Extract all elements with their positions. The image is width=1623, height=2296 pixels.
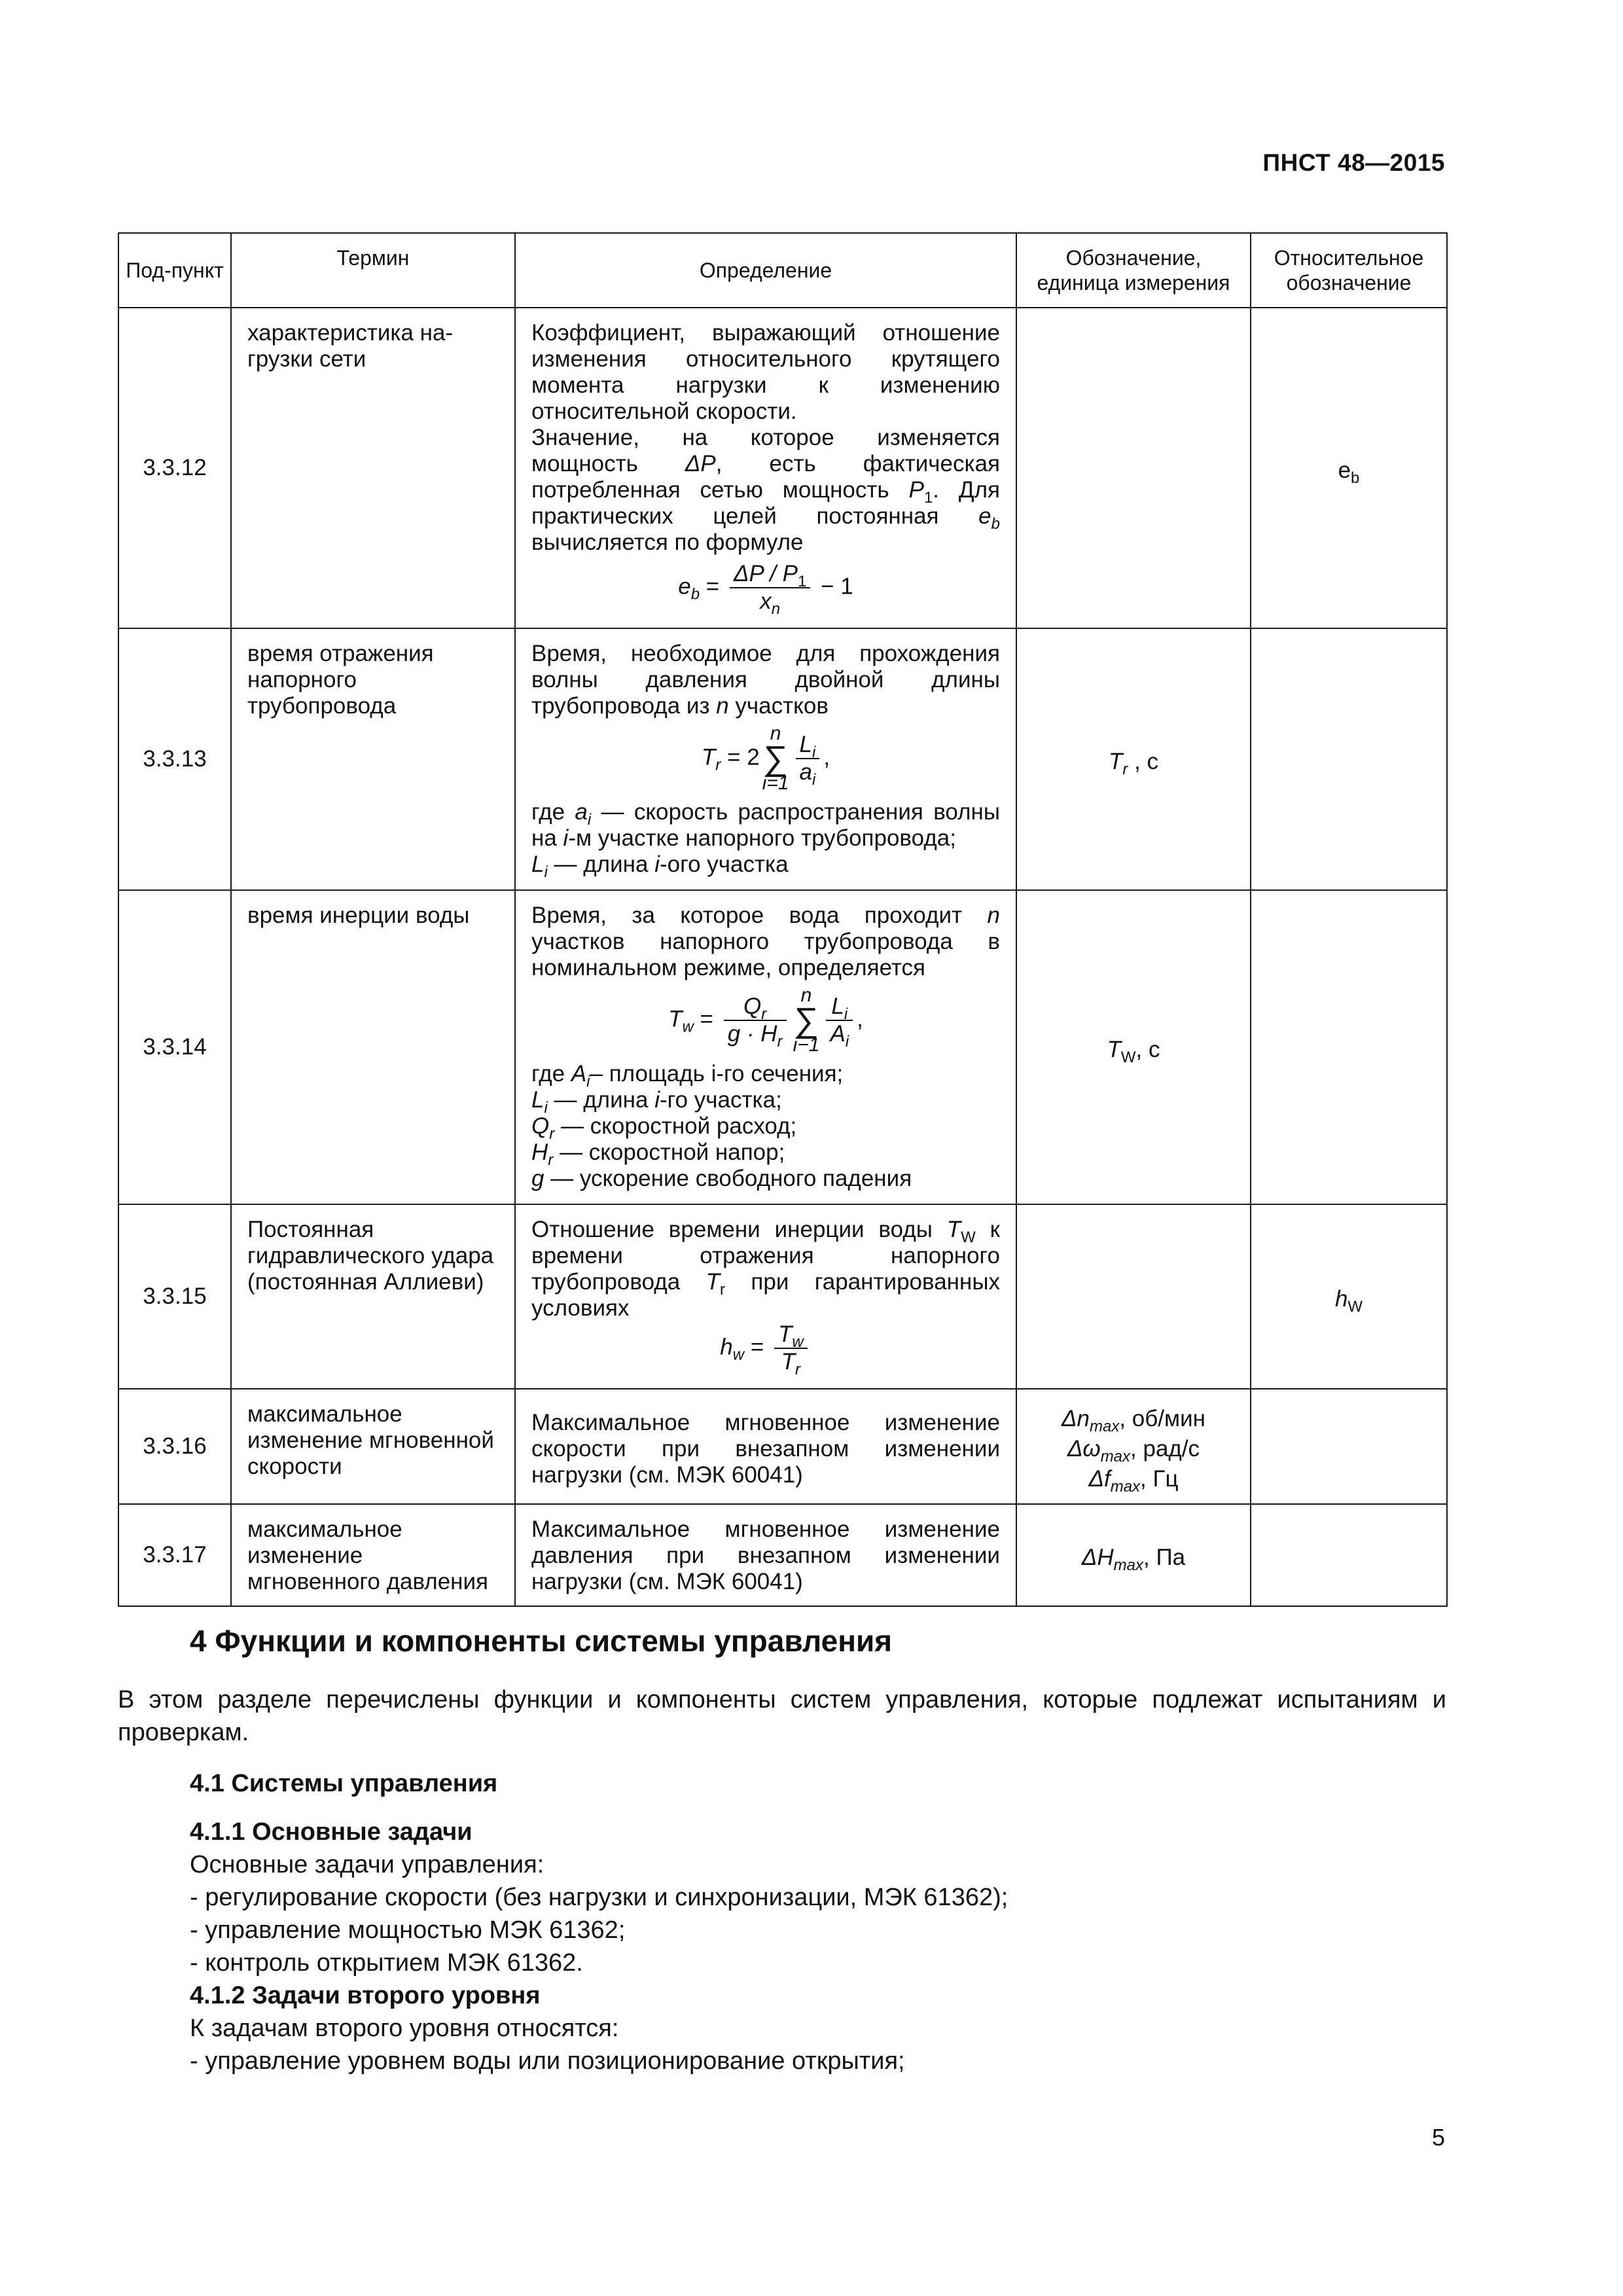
row-designation (1016, 1204, 1251, 1389)
list-item: - управление мощностью МЭК 61362; (190, 1914, 1446, 1946)
row-relative: $h_W$ (1251, 1204, 1447, 1389)
row-term: время отражения напорного трубопровода (231, 628, 515, 890)
row-num: 3.3.14 (118, 890, 231, 1204)
header-term: Термин (231, 233, 515, 308)
row-designation: $T_W$, с (1016, 890, 1251, 1204)
row-relative (1251, 890, 1447, 1204)
row-relative (1251, 628, 1447, 890)
row-definition: Максимальное мгновенное изменение скорости при внезапном изменении нагрузки (см. МЭК 60041) (515, 1389, 1016, 1504)
section-4-1-2-heading: 4.1.2 Задачи второго уровня (190, 1982, 541, 2009)
table-header-row (118, 233, 1447, 308)
row-relative: $e_b$ (1251, 308, 1447, 628)
section-4-1-1 (190, 1816, 1446, 2077)
document-code: ПНСТ 48—2015 (1262, 149, 1445, 176)
row-definition: Время, необходимое для прохождения волны давления двойной длины трубопровода из n участков $T_r = 2n$ ∑ i=1 $\frac{L_i}{a_i}$ , где $a_i$ — скорость распространения волны на i-м участке напорного трубопровода; $L_i$ — длина i-ого участка (515, 628, 1016, 890)
row-definition: Максимальное мгновенное изменение давления при внезапном изменении нагрузки (см. МЭК 60041) (515, 1504, 1016, 1606)
table-row (118, 1504, 1447, 1606)
row-term: характеристика на-грузки сети (231, 308, 515, 628)
row-designation: $T_r$ , с (1016, 628, 1251, 890)
table-row (118, 308, 1447, 628)
header-designation: Обозначение, единица измерения (1016, 233, 1251, 308)
row-relative (1251, 1504, 1447, 1606)
row-num: 3.3.13 (118, 628, 231, 890)
row-definition: Коэффициент, выражающий отношение изменения относительного крутящего момента нагрузки к изменению относительной скорости. Значение, на которое изменяется мощность ΔP, есть фактическая потребленная сетью мощность $P_1$. Для практических целей постоянная $e_b$ вычисляется по формуле $e_b$ = $\frac{\Delta P / P_1}{x_n}$ − 1 (515, 308, 1016, 628)
row-num: 3.3.15 (118, 1204, 231, 1389)
formula-tr: $T_r = 2n$ ∑ i=1 $\frac{L_i}{a_i}$ , (701, 723, 830, 794)
header-relative: Относительное обозначение (1251, 233, 1447, 308)
row-term: максимальное изменение мгновенного давления (231, 1504, 515, 1606)
row-definition: Отношение времени инерции воды $T_W$ к времени отражения напорного трубопровода $T_r$ при гарантированных условиях $h_w$ = $\frac{T_w}{T_r}$ (515, 1204, 1016, 1389)
section-4-1-heading: 4.1 Системы управления (190, 1770, 498, 1797)
page-number: 5 (1431, 2124, 1445, 2151)
row-num: 3.3.12 (118, 308, 231, 628)
section-4-1-2-intro: К задачам второго уровня относятся: (190, 2015, 619, 2042)
section-4-heading: 4 Функции и компоненты системы управления (190, 1624, 893, 1658)
header-definition: Определение (515, 233, 1016, 308)
section-4-1-1-heading: 4.1.1 Основные задачи (190, 1818, 473, 1846)
table-row (118, 1389, 1447, 1504)
table-row (118, 1204, 1447, 1389)
row-num: 3.3.17 (118, 1504, 231, 1606)
formula-hw: $h_w$ = $\frac{T_w}{T_r}$ (531, 1321, 1000, 1375)
terms-table (118, 232, 1448, 1607)
formula-tw: $T_w$ = $\frac{Q_r}{g \cdot H_r}$ n ∑ i−1 $\frac{L_i}{A_i}$ , (668, 984, 863, 1056)
row-term: Постоянная гидравлического удара (постоянная Аллиеви) (231, 1204, 515, 1389)
list-item: - управление уровнем воды или позиционирование открытия; (190, 2045, 1446, 2077)
row-definition: Время, за которое вода проходит n участков напорного трубопровода в номинальном режиме, определяется $T_w$ = $\frac{Q_r}{g \cdot H_r}$ n ∑ i−1 $\frac{L_i}{A_i}$ , где $A_i-$ площадь i-го сечения; $L_i$ — длина i-го участка; $Q_r$ — скоростной расход; $H_r$ — скоростной напор; g — ускорение свободного падения (515, 890, 1016, 1204)
row-designation: $\Delta H_{max}$, Па (1016, 1504, 1251, 1606)
section-4-1-1-intro: Основные задачи управления: (190, 1851, 544, 1878)
row-term: максимальное изменение мгновенной скорости (231, 1389, 515, 1504)
section-4-intro: В этом разделе перечислены функции и компоненты систем управления, которые подлежат испытаниям и проверкам. (118, 1686, 1446, 1746)
table-row (118, 628, 1447, 890)
row-relative (1251, 1389, 1447, 1504)
list-item: - регулирование скорости (без нагрузки и синхронизации, МЭК 61362); (190, 1881, 1446, 1914)
row-designation: $\Delta n_{max}$, об/мин $\Delta\omega_{max}$, рад/с $\Delta f_{max}$, Гц (1016, 1389, 1251, 1504)
header-num: Под-пункт (118, 233, 231, 308)
table-row (118, 890, 1447, 1204)
row-term: время инерции воды (231, 890, 515, 1204)
formula-eb: $e_b$ = $\frac{\Delta P / P_1}{x_n}$ − 1 (678, 561, 853, 618)
list-item: - контроль открытием МЭК 61362. (190, 1946, 1446, 1979)
row-num: 3.3.16 (118, 1389, 231, 1504)
row-designation (1016, 308, 1251, 628)
